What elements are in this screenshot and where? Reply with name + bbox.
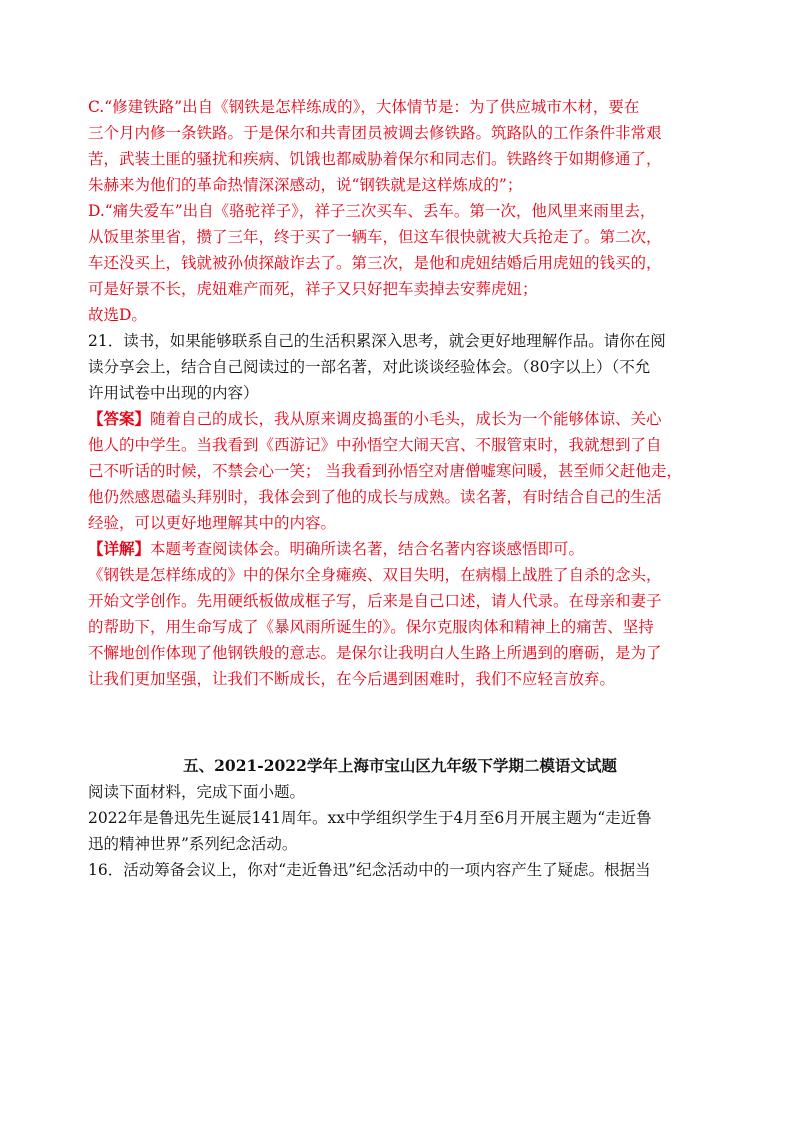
detail-line-3: 开始文学创作。先用硬纸板做成框子写，后来是自己口述，请人代录。在母亲和妻子	[88, 592, 662, 610]
answer-line-3: 己不听话的时候，不禁会心一笑； 当我看到孙悟空对唐僧嘘寒问暖，甚至师父赶他走，	[88, 462, 682, 480]
option-d-line-3: 车还没买上，钱就被孙侦探敲诈去了。第三次，是他和虎妞结婚后用虎妞的钱买的，	[88, 254, 662, 272]
answer-line-1	[88, 406, 662, 432]
option-d-line-4: 可是好景不长，虎妞难产而死，祥子又只好把车卖掉去安葬虎妞；	[88, 280, 538, 298]
detail-line-4: 的帮助下，用生命写成了《暴风雨所诞生的》。保尔克服肉体和精神上的痛苦、坚持	[88, 618, 654, 636]
answer-line-2: 他人的中学生。当我看到《西游记》中孙悟空大闹天宫、不服管束时，我就想到了自	[88, 436, 662, 454]
question-21-line-1: 21．读书，如果能够联系自己的生活积累深入思考，就会更好地理解作品。请你在阅	[88, 332, 666, 350]
answer-line-5: 经验，可以更好地理解其中的内容。	[88, 514, 337, 532]
detail-text-1: 本题考查阅读体会。明确所读名著，结合名著内容谈感悟即可。	[150, 540, 585, 558]
question-21-line-2: 读分享会上，结合自己阅读过的一部名著，对此谈谈经验体会。（80字以上）（不允	[88, 358, 651, 376]
detail-tag: 【详解】	[88, 539, 151, 558]
answer-line-4: 他仍然感恩磕头拜别时，我体会到了他的成长与成熟。读名著，有时结合自己的生活	[88, 488, 662, 506]
option-c-line-2: 三个月内修一条铁路。于是保尔和共青团员被调去修铁路。筑路队的工作条件非常艰	[88, 124, 662, 142]
section-title: 五、2021-2022学年上海市宝山区九年级下学期二模语文试题	[183, 756, 617, 775]
option-c-line-3: 苦，武装土匪的骚扰和疾病、饥饿也都威胁着保尔和同志们。铁路终于如期修通了，	[88, 150, 662, 168]
detail-line-2: 《钢铁是怎样练成的》中的保尔全身瘫痪、双目失明，在病榻上战胜了自杀的念头，	[88, 566, 662, 584]
intro-line-3: 迅的精神世界”系列纪念活动。	[88, 835, 298, 853]
option-c-line-1: C.“修建铁路”出自《钢铁是怎样练成的》，大体情节是：为了供应城市木材，要在	[88, 98, 640, 116]
question-16-line-1: 16．活动筹备会议上，你对“走近鲁迅”纪念活动中的一项内容产生了疑虑。根据当	[88, 861, 651, 879]
answer-text-1: 随着自己的成长，我从原来调皮捣蛋的小毛头，成长为一个能够体谅、关心	[150, 410, 662, 428]
intro-line-1: 阅读下面材料，完成下面小题。	[88, 783, 306, 801]
choice-conclusion: 故选D。	[88, 306, 147, 324]
answer-tag: 【答案】	[88, 409, 151, 428]
intro-line-2: 2022年是鲁迅先生诞辰141周年。xx中学组织学生于4月至6月开展主题为“走近鲁	[88, 809, 652, 827]
detail-line-1	[88, 536, 584, 562]
detail-line-6: 让我们更加坚强，让我们不断成长，在今后遇到困难时，我们不应轻言放弃。	[88, 670, 616, 688]
option-d-line-2: 从饭里茶里省，攒了三年，终于买了一辆车，但这车很快就被大兵抢走了。第二次，	[88, 228, 662, 246]
option-d-line-1: D.“痛失爱车”出自《骆驼祥子》，祥子三次买车、丢车。第一次，他风里来雨里去，	[88, 202, 656, 220]
question-21-line-3: 许用试卷中出现的内容）	[88, 384, 259, 402]
option-c-line-4: 朱赫来为他们的革命热情深深感动，说“钢铁就是这样炼成的”；	[88, 176, 523, 194]
detail-line-5: 不懈地创作体现了他钢铁般的意志。是保尔让我明白人生路上所遇到的磨砺，是为了	[88, 644, 662, 662]
